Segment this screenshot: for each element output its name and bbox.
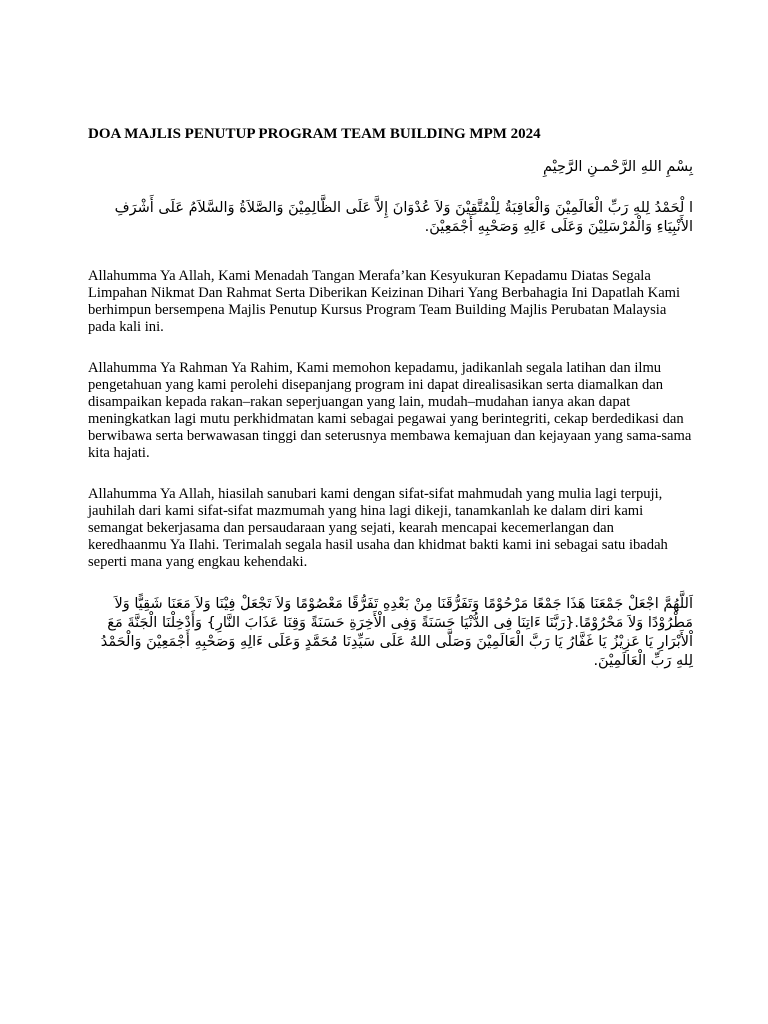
closing-arabic-prayer: اَللَّهُمَّ اجْعَلْ جَمْعَنَا هَذَا جَمْعًا مَرْحُوْمًا وَتَفَرُّقَنَا مِنْ بَعْدِهِ تَفَرُّقًا مَعْصُوْمًا وَلاَ تَجْعَلْ فِيْنَا وَلاَ مَعَنَا شَقِيًّا وَلاَ مَطْرُوْدًا وَلاَ مَحْرُوْمًا.{رَبَّنَا ءَاتِنَا فِى الدُّنْيَا حَسَنَةً وَفِى الْأَخِرَةِ حَسَنَةً وَقِنَا عَذَابَ النَّارِ} وَأَدْخِلْنَا الْجَنَّةَ مَعَ اْلأَبْرَارِ يَا عَزِيْزُ يَا غَفَّارُ يَا رَبَّ الْعَالَمِيْنَ وَصَلَّى اللهُ عَلَى سَيِّدِنَا مُحَمَّدٍ وَعَلَى ءَالِهِ وَصَحْبِهِ أَجْمَعِيْنَ وَالْحَمْدُ لِلهِ رَبِّ الْعَالَمِيْنَ. (100, 596, 693, 669)
opening-arabic-prayer: ا ﻟْﺤَﻤْﺪُ ﻟِﻠﻪِ رَبِّ ﺍﻟْﻌَﺎﻟَﻤِﻴْﻦَ ﻭَﺍﻟْﻌَﺎﻗِﺒَﺔُ ﻟِﻠْﻤُﺘَّﻘِﻴْﻦَ ﻭَﻻَ ﻋُﺪْﻭَﺍﻥَ ﺇِﻻَّ ﻋَﻠَﻰ ﺍﻟﻈَّﺎﻟِﻤِﻴْﻦَ ﻭَﺍﻟﺼَّﻼَﺓُ ﻭَﺍﻟﺴَّﻼَﻡُ ﻋَﻠَﻰ ﺃَﺷْﺮَﻑِ ﺍﻷَﻧْﺒِﻴَﺎﺀِ ﻭَﺍﻟْﻤُﺮْﺳَﻠِﻴْﻦَ ﻭَﻋَﻠَﻰ ﺀَﺍﻟِﻪِ ﻭَﺻَﺤْﺒِﻪِ ﺃَﺟْﻤَﻌِﻴْﻦَ. (114, 200, 693, 235)
document-title: DOA MAJLIS PENUTUP PROGRAM TEAM BUILDING MPM 2024 (88, 126, 541, 142)
document-page (88, 124, 693, 671)
bismillah-text: بِسْمِ اللهِ الرَّحْمـنِ الرَّحِيْمِ (543, 159, 693, 175)
paragraph-supplication: Allahumma Ya Rahman Ya Rahim, Kami memohon kepadamu, jadikanlah segala latihan dan ilmu pengetahuan yang kami perolehi disepanjang program ini dapat direalisasikan serta diamalkan dan disampaikan kepada rakan–rakan seperjuangan yang lain, mudah–mudahan ianya akan dapat meningkatkan lagi mutu perkhidmatan kami sebagai pegawai yang berintegriti, cekap berdedikasi dan berwibawa serta berwawasan tinggi dan seterusnya membawa kemajuan dan kejayaan yang sama-sama kita hajati. (88, 360, 692, 461)
paragraph-character: Allahumma Ya Allah, hiasilah sanubari kami dengan sifat-sifat mahmudah yang mulia lagi terpuji, jauhilah dari kami sifat-sifat mazmumah yang hina lagi dikeji, tanamkanlah ke dalam diri kami semangat bekerjasama dan persaudaraan yang sejati, kearah mencapai kecemerlangan dan keredhaanmu Ya Ilahi. Terimalah segala hasil usaha dan khidmat bakti kami ini sebagai satu ibadah seperti mana yang engkau kehendaki. (88, 486, 668, 570)
paragraph-thanksgiving: Allahumma Ya Allah, Kami Menadah Tangan Merafa’kan Kesyukuran Kepadamu Diatas Segala Limpahan Nikmat Dan Rahmat Serta Diberikan Keizinan Dihari Yang Berbahagia Ini Dapatlah Kami berhimpun bersempena Majlis Penutup Kursus Program Team Building Majlis Perubatan Malaysia pada kali ini. (88, 268, 681, 335)
